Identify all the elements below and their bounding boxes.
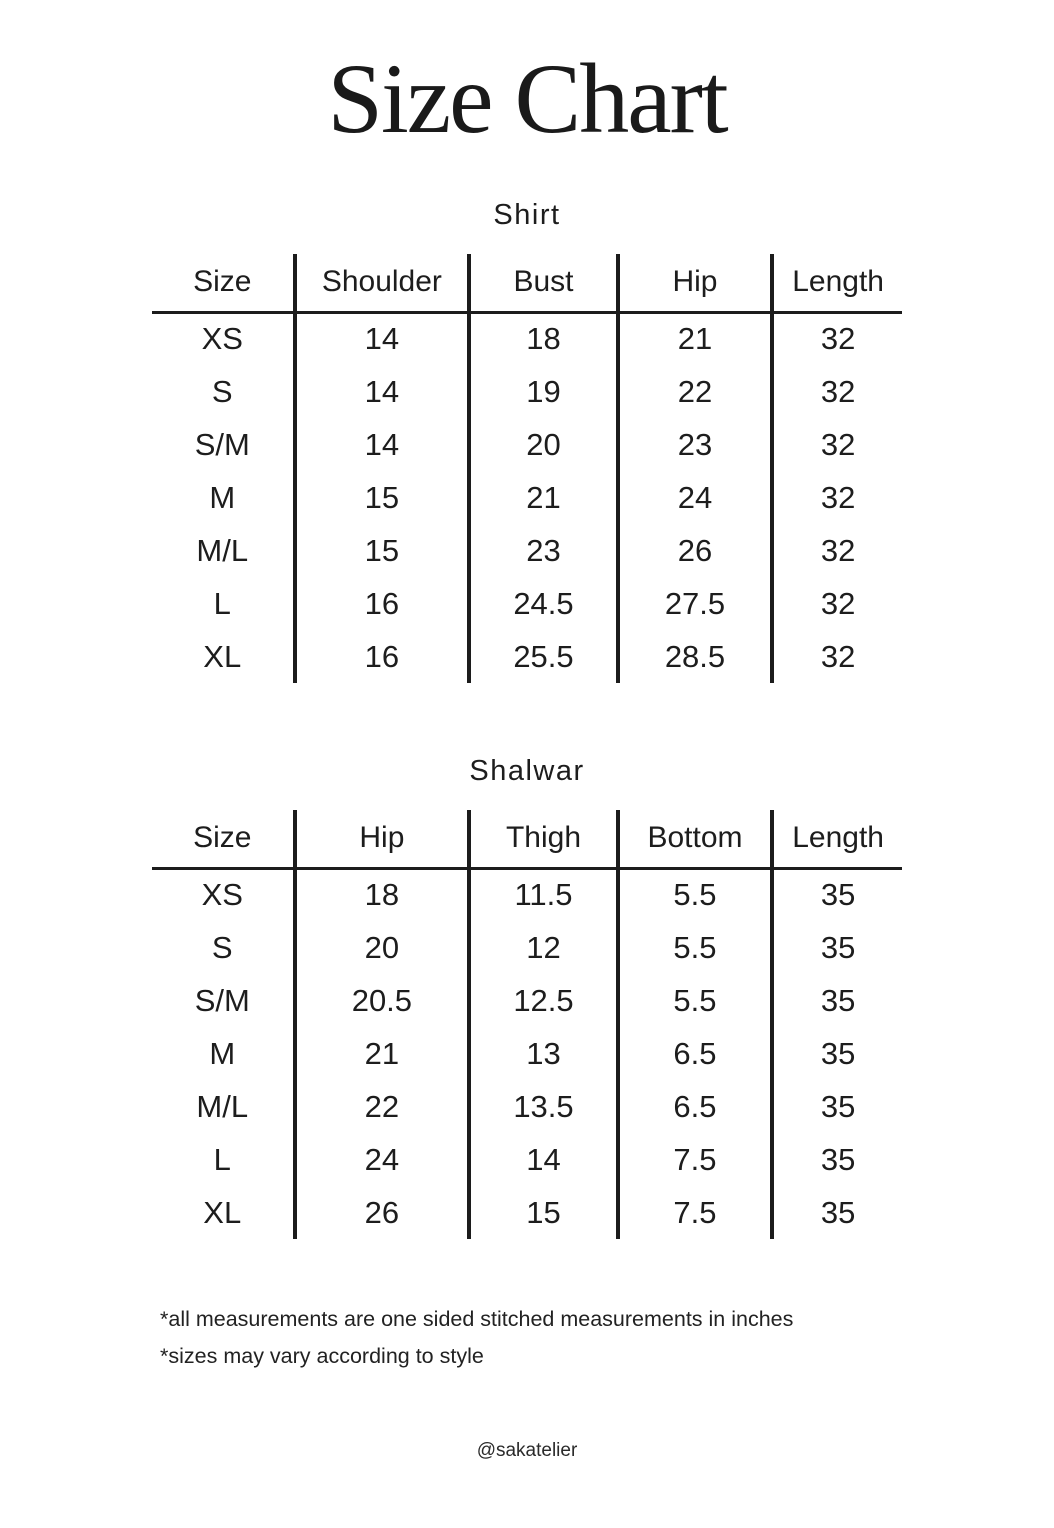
column-header-bust: Bust — [469, 254, 617, 312]
table-cell: 21 — [295, 1027, 470, 1080]
size-cell: XL — [203, 638, 242, 674]
shirt-size-table — [152, 254, 902, 683]
column-header-length: Length — [772, 254, 902, 312]
table-cell: 21 — [469, 471, 617, 524]
table-row — [152, 868, 902, 921]
shalwar-header-row — [152, 810, 902, 868]
table-cell: 35 — [772, 868, 902, 921]
table-cell: 28.5 — [618, 630, 773, 683]
table-cell: 18 — [295, 868, 470, 921]
table-cell: 32 — [772, 365, 902, 418]
table-cell: 7.5 — [618, 1186, 773, 1239]
table-row — [152, 921, 902, 974]
table-cell: 26 — [295, 1186, 470, 1239]
size-cell: M/L — [196, 532, 249, 568]
table-cell: 5.5 — [618, 974, 773, 1027]
column-header-hip: Hip — [295, 810, 470, 868]
table-cell: 19 — [469, 365, 617, 418]
page-title: Size Chart — [327, 43, 727, 154]
table-cell: 32 — [772, 630, 902, 683]
table-cell: 14 — [469, 1133, 617, 1186]
size-cell: S — [211, 929, 233, 965]
table-cell: 32 — [772, 418, 902, 471]
table-cell: 12.5 — [469, 974, 617, 1027]
shirt-section-title: Shirt — [493, 199, 561, 231]
size-cell: S/M — [194, 982, 250, 1018]
size-cell: XL — [203, 1194, 242, 1230]
table-cell: 6.5 — [618, 1027, 773, 1080]
table-cell: 35 — [772, 921, 902, 974]
table-row — [152, 630, 902, 683]
shalwar-size-table — [152, 810, 902, 1239]
table-row — [152, 577, 902, 630]
table-cell: 22 — [295, 1080, 470, 1133]
table-cell: 20.5 — [295, 974, 470, 1027]
column-header-bottom: Bottom — [618, 810, 773, 868]
table-cell: 26 — [618, 524, 773, 577]
table-cell: 35 — [772, 1186, 902, 1239]
table-cell: 5.5 — [618, 868, 773, 921]
table-cell: 20 — [469, 418, 617, 471]
table-cell: 32 — [772, 524, 902, 577]
brand-handle: @sakatelier — [476, 1440, 578, 1462]
table-row — [152, 1186, 902, 1239]
table-cell: 23 — [618, 418, 773, 471]
table-cell: 32 — [772, 577, 902, 630]
table-cell: 32 — [772, 471, 902, 524]
table-row — [152, 1027, 902, 1080]
table-row — [152, 524, 902, 577]
table-cell: 20 — [295, 921, 470, 974]
table-row — [152, 365, 902, 418]
footnote-measurements: *all measurements are one sided stitched measurements in inches — [160, 1307, 794, 1331]
table-cell: 13 — [469, 1027, 617, 1080]
table-cell: 14 — [295, 312, 470, 365]
table-row — [152, 974, 902, 1027]
table-row — [152, 1133, 902, 1186]
size-cell: XS — [201, 321, 243, 357]
table-row — [152, 1080, 902, 1133]
table-cell: 15 — [469, 1186, 617, 1239]
shirt-header-row — [152, 254, 902, 312]
table-cell: 21 — [618, 312, 773, 365]
size-cell: S/M — [194, 426, 250, 462]
column-header-size: Size — [152, 810, 295, 868]
size-cell: XS — [201, 877, 243, 913]
table-cell: 13.5 — [469, 1080, 617, 1133]
table-cell: 27.5 — [618, 577, 773, 630]
table-cell: 24.5 — [469, 577, 617, 630]
column-header-hip: Hip — [618, 254, 773, 312]
shalwar-section-title: Shalwar — [469, 755, 585, 787]
table-cell: 24 — [295, 1133, 470, 1186]
table-cell: 6.5 — [618, 1080, 773, 1133]
table-cell: 32 — [772, 312, 902, 365]
table-cell: 15 — [295, 471, 470, 524]
table-cell: 35 — [772, 1133, 902, 1186]
table-cell: 16 — [295, 577, 470, 630]
column-header-shoulder: Shoulder — [295, 254, 470, 312]
table-cell: 35 — [772, 974, 902, 1027]
column-header-length: Length — [772, 810, 902, 868]
size-cell: L — [213, 585, 231, 621]
table-row — [152, 471, 902, 524]
table-cell: 5.5 — [618, 921, 773, 974]
column-header-thigh: Thigh — [469, 810, 617, 868]
table-cell: 35 — [772, 1080, 902, 1133]
table-cell: 35 — [772, 1027, 902, 1080]
size-cell: M — [209, 1035, 236, 1071]
size-cell: L — [213, 1141, 231, 1177]
table-cell: 15 — [295, 524, 470, 577]
size-cell: M — [209, 479, 236, 515]
table-cell: 22 — [618, 365, 773, 418]
size-cell: M/L — [196, 1088, 249, 1124]
table-cell: 24 — [618, 471, 773, 524]
size-cell: S — [211, 373, 233, 409]
table-cell: 16 — [295, 630, 470, 683]
table-cell: 14 — [295, 418, 470, 471]
table-cell: 7.5 — [618, 1133, 773, 1186]
table-row — [152, 312, 902, 365]
table-cell: 11.5 — [469, 868, 617, 921]
table-cell: 25.5 — [469, 630, 617, 683]
table-row — [152, 418, 902, 471]
table-cell: 14 — [295, 365, 470, 418]
table-cell: 18 — [469, 312, 617, 365]
table-cell: 23 — [469, 524, 617, 577]
footnotes — [160, 1301, 1054, 1374]
table-cell: 12 — [469, 921, 617, 974]
column-header-size: Size — [152, 254, 295, 312]
footnote-sizes-vary: *sizes may vary according to style — [160, 1343, 484, 1368]
